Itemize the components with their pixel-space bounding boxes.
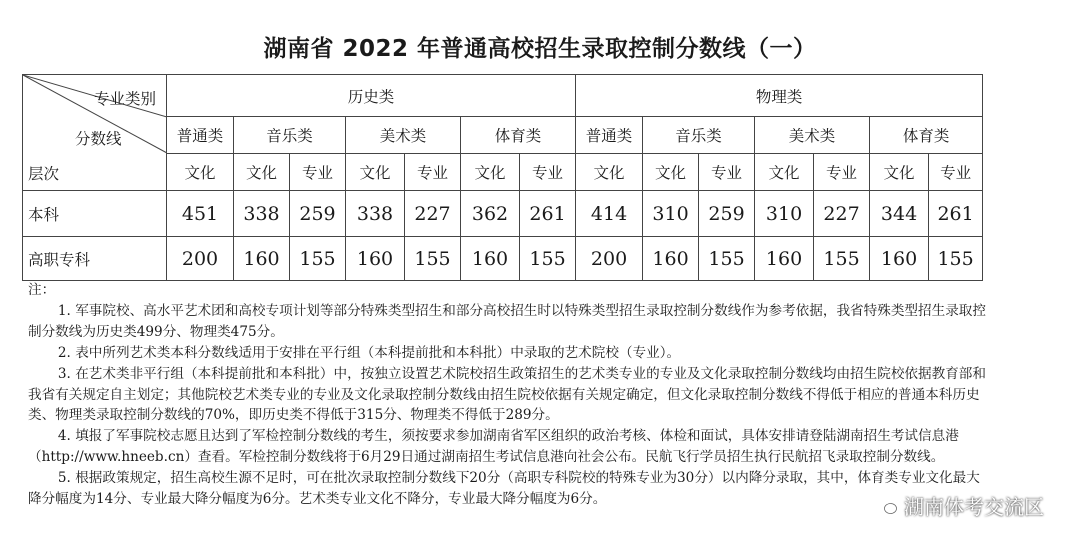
subgroup-header: 美术类 <box>755 117 870 154</box>
page-title: 湖南省 2022 年普通高校招生录取控制分数线（一） <box>263 36 817 62</box>
score-cell: 259 <box>699 191 755 237</box>
score-cell: 160 <box>346 237 405 281</box>
corner-label-level: 层次 <box>28 165 60 183</box>
subgroup-header: 普通类 <box>167 117 234 154</box>
row-label: 本科 <box>23 191 167 237</box>
score-cell: 310 <box>755 191 814 237</box>
watermark-text: 湖南体考交流区 <box>904 495 1044 519</box>
column-header: 文化 <box>461 154 520 191</box>
score-cell: 227 <box>814 191 870 237</box>
score-cell: 414 <box>576 191 643 237</box>
column-header: 专业 <box>290 154 346 191</box>
note-item: 5. 根据政策规定，招生高校生源不足时，可在批次录取控制分数线下20分（高职专科院校的特殊专业为30分）以内降分录取，其中，体育类专业文化最大降分幅度为14分、专业最大降分幅度为6分。艺术类专业文化不降分，专业最大降分幅度为6分。 <box>28 470 980 508</box>
corner-label-score: 分数线 <box>75 130 122 148</box>
score-cell: 451 <box>167 191 234 237</box>
subgroup-header: 普通类 <box>576 117 643 154</box>
column-header: 专业 <box>699 154 755 191</box>
column-header: 文化 <box>870 154 929 191</box>
watermark <box>876 491 1044 520</box>
note-item: 4. 填报了军事院校志愿且达到了军检控制分数线的考生，须按要求参加湖南省军区组织的政治考核、体检和面试，具体安排请登陆湖南招生考试信息港（http://www.hneeb.cn）查看。军检控制分数线将于6月29日通过湖南招生考试信息港向社会公布。民航飞行学员招生执行民航招飞录取控制分数线。 <box>28 428 959 466</box>
column-header: 文化 <box>576 154 643 191</box>
score-cell: 160 <box>870 237 929 281</box>
score-cell: 338 <box>346 191 405 237</box>
column-header: 文化 <box>643 154 699 191</box>
column-header: 文化 <box>234 154 290 191</box>
score-cell: 155 <box>699 237 755 281</box>
score-cell: 160 <box>643 237 699 281</box>
score-cell: 261 <box>520 191 576 237</box>
subgroup-header: 美术类 <box>346 117 461 154</box>
score-cell: 155 <box>405 237 461 281</box>
note-item: 1. 军事院校、高水平艺术团和高校专项计划等部分特殊类型招生和部分高校招生时以特殊类型招生录取控制分数线作为参考依据，我省特殊类型招生录取控制分数线为历史类499分、物理类475分。 <box>28 302 986 340</box>
score-cell: 200 <box>167 237 234 281</box>
score-cell: 155 <box>929 237 983 281</box>
score-cell: 160 <box>234 237 290 281</box>
score-cell: 362 <box>461 191 520 237</box>
column-header: 文化 <box>346 154 405 191</box>
subgroup-header: 音乐类 <box>643 117 755 154</box>
column-header: 专业 <box>814 154 870 191</box>
column-header: 专业 <box>405 154 461 191</box>
score-cell: 155 <box>520 237 576 281</box>
group-header-history: 历史类 <box>167 75 576 117</box>
subgroup-header: 体育类 <box>461 117 576 154</box>
score-cell: 344 <box>870 191 929 237</box>
score-cell: 310 <box>643 191 699 237</box>
table-row <box>23 237 983 281</box>
column-header: 专业 <box>520 154 576 191</box>
wechat-icon <box>876 496 898 516</box>
column-header: 文化 <box>167 154 234 191</box>
score-cell: 227 <box>405 191 461 237</box>
notes-section <box>28 280 988 510</box>
score-cell: 160 <box>755 237 814 281</box>
subgroup-header: 体育类 <box>870 117 983 154</box>
column-header: 专业 <box>929 154 983 191</box>
score-cell: 155 <box>290 237 346 281</box>
table-row <box>23 191 983 237</box>
column-header: 文化 <box>755 154 814 191</box>
score-cell: 338 <box>234 191 290 237</box>
score-cell: 155 <box>814 237 870 281</box>
group-header-physics: 物理类 <box>576 75 983 117</box>
score-cell: 261 <box>929 191 983 237</box>
note-item: 2. 表中所列艺术类本科分数线适用于安排在平行组（本科提前批和本科批）中录取的艺术院校（专业）。 <box>57 344 681 361</box>
score-cell: 259 <box>290 191 346 237</box>
score-cell: 160 <box>461 237 520 281</box>
row-label: 高职专科 <box>23 237 167 281</box>
notes-label: 注： <box>28 282 56 298</box>
score-table <box>22 74 983 281</box>
note-item: 3. 在艺术类非平行组（本科提前批和本科批）中，按独立设置艺术院校招生政策招生的艺术类专业的专业及文化录取控制分数线均由招生院校依据教育部和我省有关规定自主划定；其他院校艺术类专业的专业及文化录取控制分数线由招生院校依据有关规定确定，但文化录取控制分数线不得低于相应的普通本科历史类、物理类录取控制分数线的70%，即历史类不得低于315分、物理类不得低于289分。 <box>28 365 986 424</box>
table-corner-header <box>23 75 167 191</box>
subgroup-header: 音乐类 <box>234 117 346 154</box>
corner-label-category: 专业类别 <box>93 90 156 108</box>
score-cell: 200 <box>576 237 643 281</box>
